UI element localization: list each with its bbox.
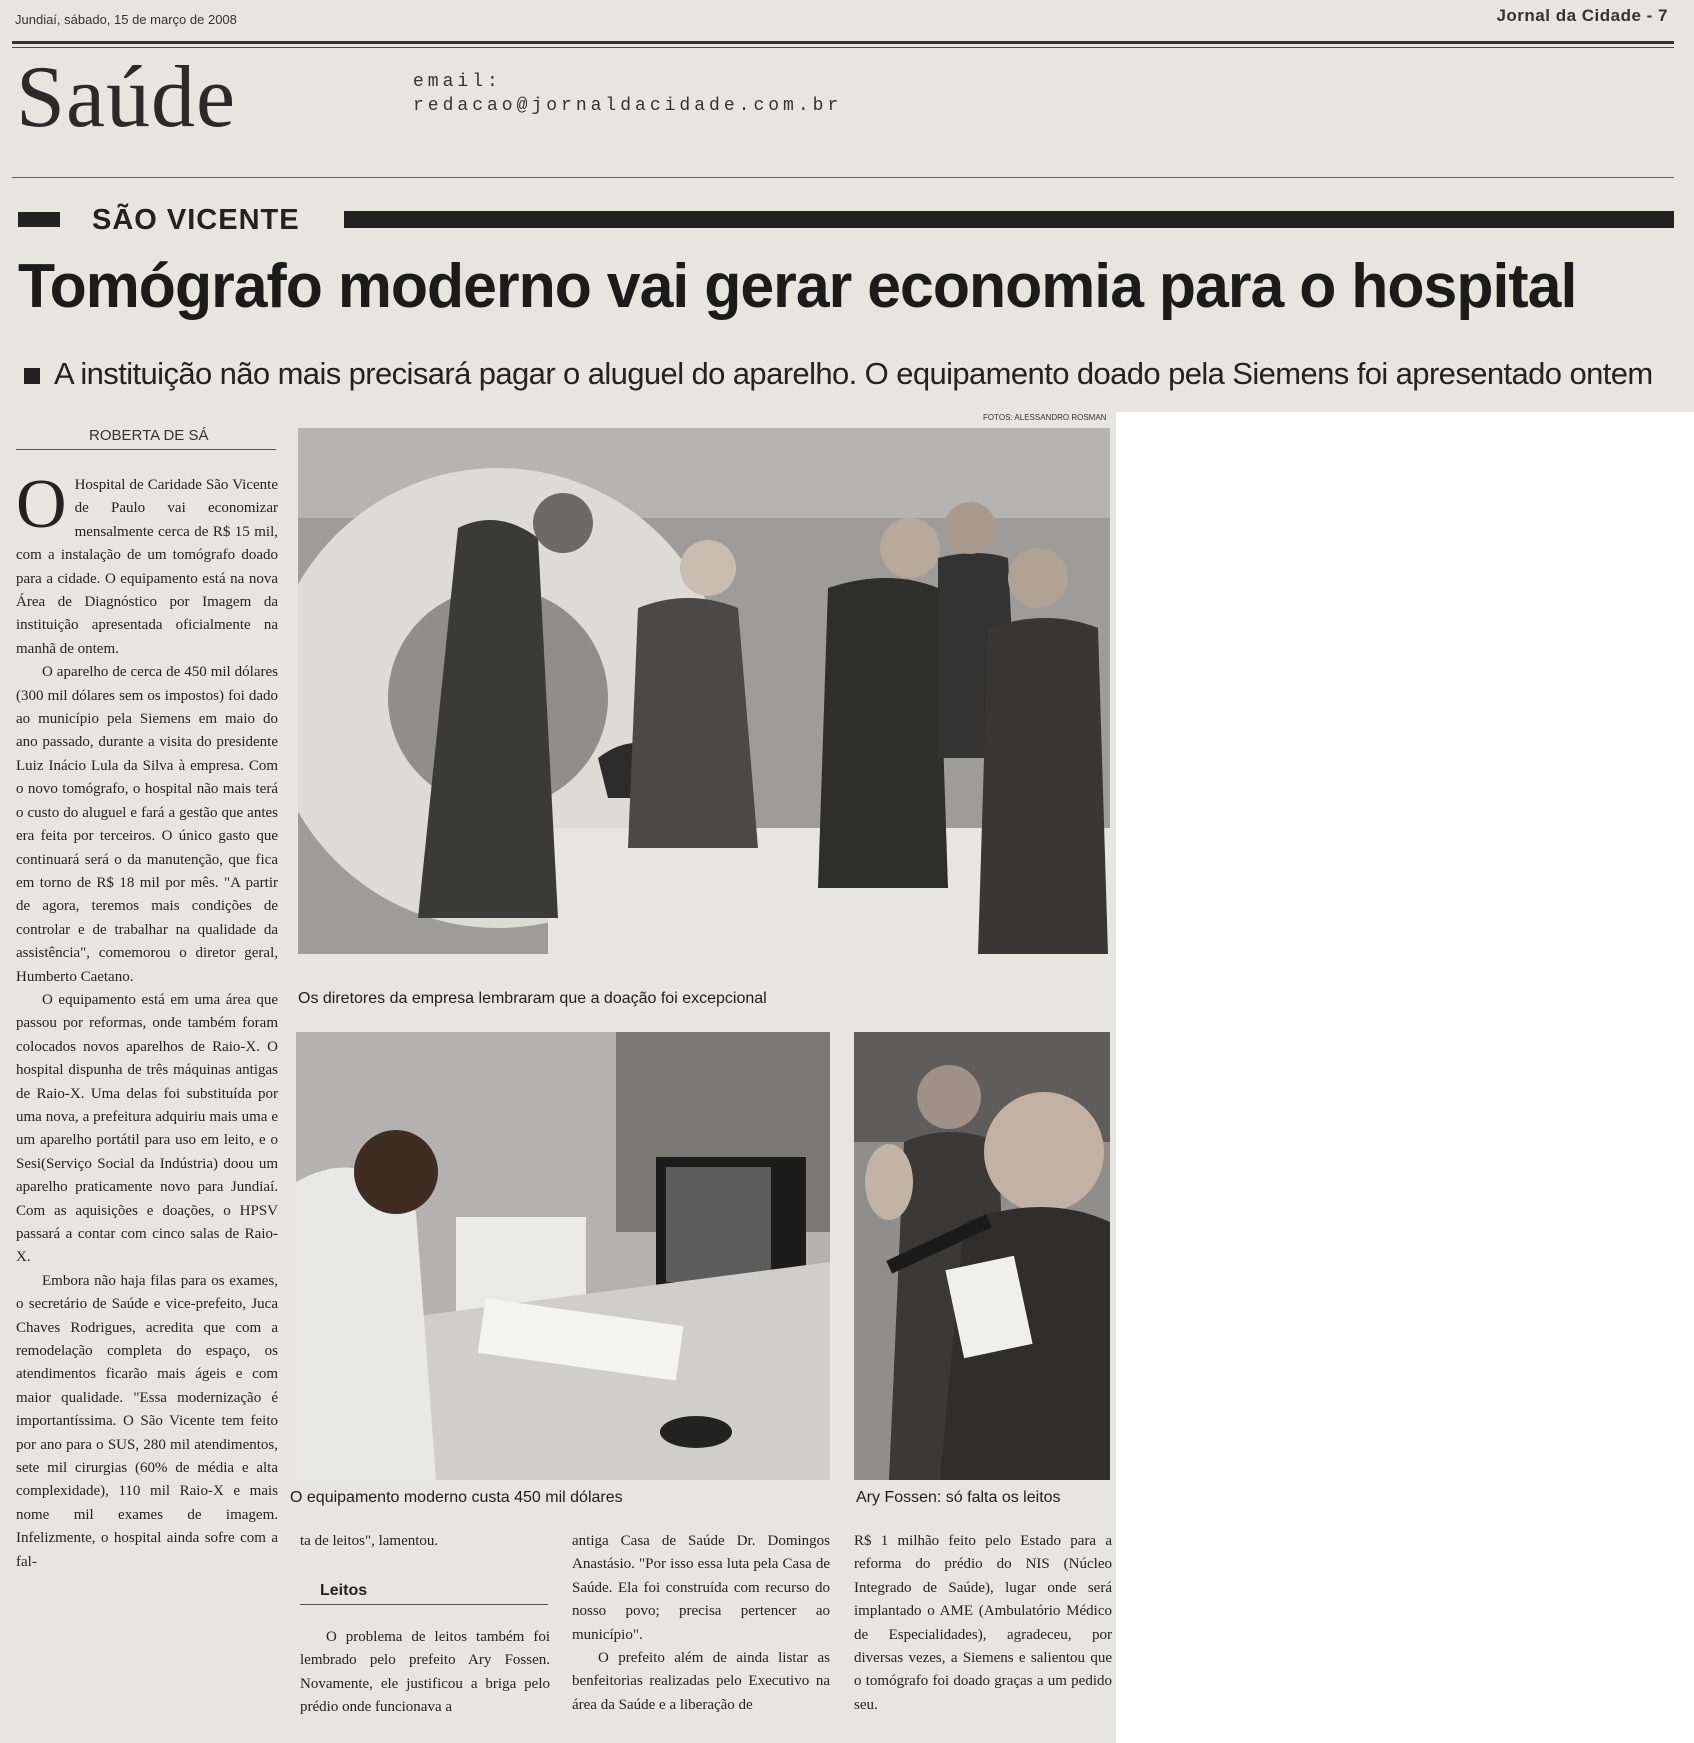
photo-caption-3: Ary Fossen: só falta os leitos (856, 1489, 1061, 1506)
photo-caption-1: Os diretores da empresa lembraram que a doação foi excepcional (298, 990, 767, 1007)
paragraph: ta de leitos", lamentou. (300, 1533, 439, 1549)
paragraph: O Hospital de Caridade São Vicente de Paulo vai economizar mensalmente cerca de R$ 15 mil, com a instalação de um tomógrafo doado para a cidade. O equipamento está na nova Área de Diagnóstico por Imagem da instituição apresentada oficialmente na manhã de ontem. (16, 466, 278, 657)
headline: Tomógrafo moderno vai gerar economia para o hospital (18, 252, 1577, 321)
paragraph: O problema de leitos também foi lembrado pelo prefeito Ary Fossen. Novamente, ele justificou a briga pelo prédio onde funcionava a (300, 1629, 550, 1716)
page-number: Jornal da Cidade - 7 (1496, 6, 1668, 25)
photo-scanner-handshake (298, 428, 1110, 954)
top-rule (12, 41, 1674, 44)
paragraph: R$ 1 milhão feito pelo Estado para a reforma do prédio do NIS (Núcleo Integrado de Saúde), lugar onde será implantado o AME (Ambulatório Médico de Especialidades), agradeceu, por diversas vezes, a Siemens e salientou que o tomógrafo foi doado graças a um pedido seu. (854, 1533, 1112, 1713)
article-column-1 (16, 466, 278, 1574)
section-title: Saúde (16, 49, 237, 146)
kicker-bar (344, 211, 1674, 228)
article-column-2-continued (300, 1626, 550, 1720)
subheadline: A instituição não mais precisará pagar o aluguel do aparelho. O equipamento doado pela Siemens foi apresentado ontem (54, 356, 1653, 391)
paragraph: Embora não haja filas para os exames, o secretário de Saúde e vice-prefeito, Juca Chaves Rodrigues, acredita que com a remodelação completa do espaço, os atendimentos ficarão mais ágeis e com maior qualidade. "Essa modernização é importantíssima. O São Vicente tem feito por ano para o SUS, 280 mil atendimentos, sete mil cirurgias (60% de média e alta complexidade), 110 mil Raio-X e mais nome mil exames de imagem. Infelizmente, o hospital ainda sofre com a fal- (16, 1272, 278, 1570)
article-column-2 (300, 1530, 550, 1553)
paragraph: O prefeito além de ainda listar as benfeitorias realizadas pelo Executivo na área da Saúde e a liberação de (572, 1650, 830, 1713)
top-rule-thin (12, 47, 1674, 48)
email-label: email: (413, 72, 502, 92)
email-address: redacao@jornaldacidade.com.br (413, 96, 843, 116)
header-rule (12, 177, 1674, 178)
byline: ROBERTA DE SÁ (89, 427, 209, 444)
paragraph: O equipamento está em uma área que passou por reformas, onde também foram colocados novos aparelhos de Raio-X. O hospital dispunha de três máquinas antigas de Raio-X. Uma delas foi substituída por uma nova, a prefeitura adquiriu mais uma e um aparelho portátil para uso em leito, e o Sesi(Serviço Social da Indústria) doou um aparelho praticamente novo para Jundiaí. Com as aquisições e doações, o HPSV passará a contar com cinco salas de Raio-X. (16, 991, 278, 1266)
photo-caption-2: O equipamento moderno custa 450 mil dólares (290, 1489, 623, 1506)
drop-cap: O (16, 466, 67, 543)
photo-credit: FOTOS: ALESSANDRO ROSMAN (983, 413, 1107, 422)
photo-mayor-speaking (854, 1032, 1110, 1480)
dateline: Jundiaí, sábado, 15 de março de 2008 (15, 12, 237, 27)
article-column-3 (572, 1530, 830, 1717)
blank-margin (1116, 412, 1694, 1743)
kicker: SÃO VICENTE (92, 204, 300, 236)
kicker-block (18, 212, 60, 227)
byline-rule (16, 449, 276, 450)
article-column-4 (854, 1530, 1112, 1717)
subhead-bullet (24, 368, 40, 384)
subheading-rule (300, 1604, 548, 1605)
subheading-leitos: Leitos (320, 1582, 368, 1599)
photo-technician-workstation (296, 1032, 830, 1480)
paragraph: O aparelho de cerca de 450 mil dólares (300 mil dólares sem os impostos) foi dado ao município pela Siemens em maio do ano passado, durante a visita do presidente Luiz Inácio Lula da Silva à empresa. Com o novo tomógrafo, o hospital não mais terá o custo do aluguel e fará a gestão que antes era feita por terceiros. O único gasto que continuará será o da manutenção, que fica em torno de R$ 18 mil por mês. "A partir de agora, teremos mais condições de controlar e de trabalhar na qualidade da assistência", comemorou o diretor geral, Humberto Caetano. (16, 664, 278, 985)
paragraph: antiga Casa de Saúde Dr. Domingos Anastásio. "Por isso essa luta pela Casa de Saúde. Ela foi construída com recurso do nosso povo; precisa pertencer ao município". (572, 1533, 830, 1643)
